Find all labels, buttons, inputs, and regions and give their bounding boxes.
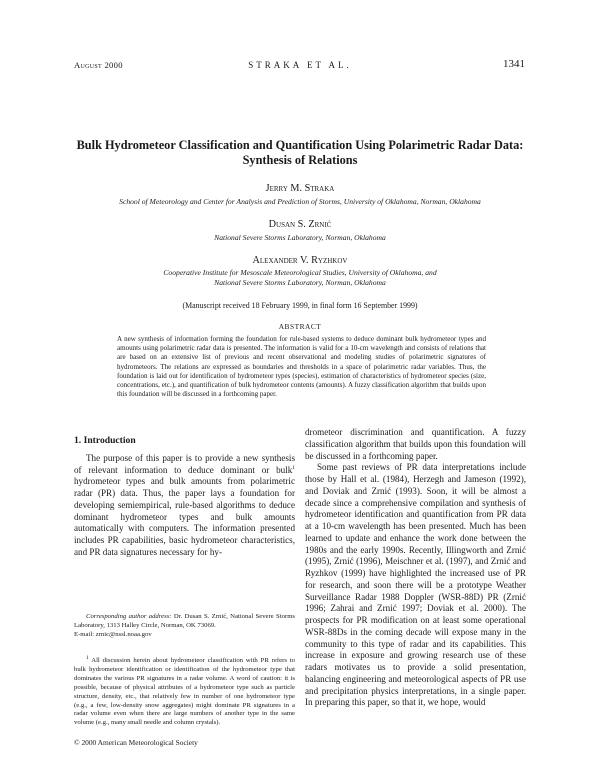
title-line: Synthesis of Relations [242, 153, 358, 167]
author-name: Dusan S. Zrnić [268, 219, 332, 230]
author-name: Alexander V. Ryzhkov [252, 255, 348, 266]
footnote-ref: 1 [292, 464, 295, 471]
intro-paragraph: Some past reviews of PR data interpretations include those by Hall et al. (1984), Herzegh and Jameson (1992), and Doviak and Zrnić (1993). Soon, it will be almost a decade since a comprehensive compilation and synthesis of hydrometeor identification and quantification from PR data at a 10-cm wavelength has been presented. Much has been learned to update and enhance the work done between the 1980s and the early 1990s. Recently, Illingworth and Zrnić (1995), Zrnić (1996), Meischner et al. (1997), and Zrnić and Ryzhkov (1999) have highlighted the increased use of PR for research, and soon there will be a prototype Weather Surveillance Radar 1988 Doppler (WSR-88D) PR (Zrnić 1996; Zahrai and Zrnić 1997; Doviak et al. 2000). The prospects for PR modification on at least some operational WSR-88Ds in the coming decade will expose many in the community to this type of radar and its capabilities. This increase in exposure and growing research use of these radars motivates us to provide a solid presentation, balancing engineering and meteorological aspects of PR use and precipitation physics interpretations, in a single paper. In preparing this paper, so that it, we hope, would [305, 462, 526, 708]
corresponding-author-note [74, 613, 295, 640]
footnote-text: All discussion herein about hydrometeor classification with PR refers to bulk hydrometeor identification or identification of the hydrometeor type that dominates the various PR signatures in a radar volume. A word of caution: it is possible, because of physical attributes of a hydrometeor type such as particle structure, density, etc., that relatively few in number of one hydrometeor type (e.g., a few, low-density snow aggregates) might dominate PR signatures in a radar volume even when there are large numbers of another type in the same volume (e.g., many small needle and column crystals). [74, 657, 295, 727]
intro-text: The purpose of this paper is to provide a new synthesis of relevant information to deduce dominant or bulk [74, 452, 295, 475]
author-affiliation [60, 268, 540, 288]
paper-title [70, 138, 530, 168]
manuscript-received-note: (Manuscript received 18 February 1999, in final form 16 September 1999) [182, 301, 418, 310]
intro-paragraph [74, 453, 295, 559]
author-affiliation: National Severe Storms Laboratory, Norman, Oklahoma [214, 233, 386, 242]
footnote [74, 654, 295, 728]
affiliation-line: Cooperative Institute for Mesoscale Meteorological Studies, University of Oklahoma, and [163, 268, 437, 277]
footnote-marker: 1 [86, 654, 89, 661]
title-line: Bulk Hydrometeor Classification and Quantification Using Polarimetric Radar Data: [76, 138, 524, 152]
running-header-authors: STRAKA ET AL. [248, 60, 352, 70]
running-header-date: August 2000 [74, 60, 123, 70]
corresponding-author-email: E-mail: zrnic@nssl.noaa.gov [74, 630, 152, 638]
left-column [74, 435, 295, 559]
affiliation-line: National Severe Storms Laboratory, Norman, Oklahoma [214, 278, 386, 287]
corresponding-author-label: Corresponding author address: [86, 613, 172, 620]
author-affiliation: School of Meteorology and Center for Analysis and Prediction of Storms, University of Oklahoma, Norman, Oklahoma [119, 197, 481, 206]
intro-text-continued: hydrometeor types and bulk amounts from polarimetric radar (PR) data. Thus, the paper lays a foundation for developing semiempirical, rule-based algorithms to deduce dominant hydrometeor types and bulk amounts automatically with computers. The information presented includes PR capabilities, basic hydrometeor characteristics, and PR data signatures necessary for hy- [74, 476, 295, 557]
corresponding-author-address: Dr. Dusan S. Zrnić, National Severe Storms Laboratory, 1313 Halley Circle, Norman, OK 73069. [74, 613, 295, 629]
intro-paragraph-continued: drometeor discrimination and quantification. A fuzzy classification algorithm that builds upon this foundation will be discussed in a forthcoming paper. [305, 427, 526, 461]
author-name: Jerry M. Straka [265, 183, 335, 194]
abstract-text: A new synthesis of information forming the foundation for rule-based systems to deduce dominant bulk hydrometeor types and amounts using polarimetric radar data is presented. The information is valid for a 10-cm wavelength and consists of relations that are based on an extensive list of previous and recent observational and modeling studies of polarimetric signatures of hydrometeors. The relations are expressed as boundaries and thresholds in a space of polarimetric radar variables. Thus, the foundation is laid out for identification of hydrometeor types (species), estimation of characteristics of hydrometeor species (size, concentrations, etc.), and quantification of bulk hydrometeor contents (amounts). A fuzzy classification algorithm that builds upon this foundation will be discussed in a forthcoming paper. [117, 335, 486, 399]
abstract-heading: ABSTRACT [278, 322, 322, 331]
copyright-notice: © 2000 American Meteorological Society [74, 738, 198, 747]
page-number: 1341 [503, 58, 525, 70]
right-column [305, 427, 526, 709]
section-heading: 1. Introduction [74, 435, 136, 446]
